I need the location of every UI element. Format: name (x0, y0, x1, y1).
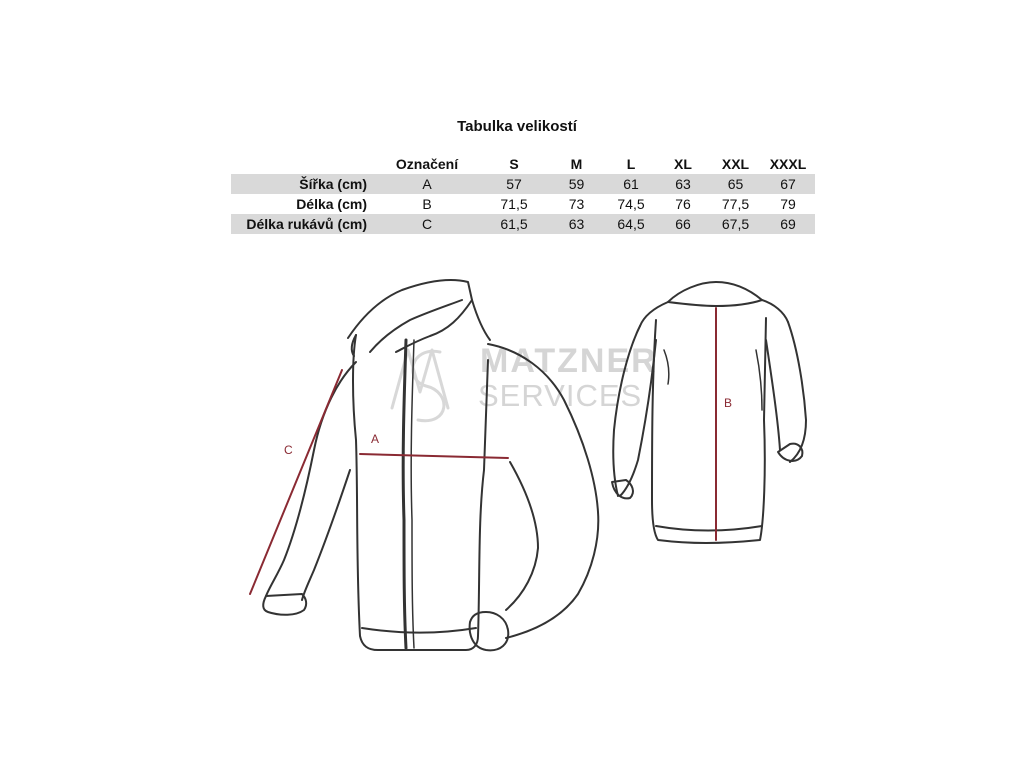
measure-label-c: C (284, 443, 293, 457)
table-cell: 74,5 (617, 196, 645, 212)
header-size-s: S (509, 156, 519, 172)
table-cell: 64,5 (606, 214, 656, 234)
table-cell: 61,5 (481, 214, 547, 234)
row-label: Šířka (cm) (231, 174, 373, 194)
table-cell: 76 (675, 196, 691, 212)
watermark-line1: MATZNER (480, 342, 658, 380)
table-cell: 79 (780, 196, 796, 212)
table-cell: 69 (761, 214, 815, 234)
jacket-back-drawing (612, 282, 806, 543)
table-cell: 66 (656, 214, 710, 234)
table-cell: 71,5 (500, 196, 528, 212)
measure-line-c (250, 370, 342, 594)
table-cell: 59 (547, 174, 606, 194)
header-size-xl: XL (674, 156, 692, 172)
table-cell: 77,5 (721, 196, 750, 212)
header-size-m: M (570, 156, 583, 172)
header-size-l: L (626, 156, 636, 172)
table-cell: 63 (656, 174, 710, 194)
measure-label-b: B (724, 396, 733, 410)
table-title: Tabulka velikostí (457, 118, 577, 135)
table-cell: 63 (547, 214, 606, 234)
row-label: Délka (cm) (296, 196, 367, 212)
header-size-xxxl: XXXL (769, 156, 807, 172)
watermark-logo (392, 350, 448, 421)
header-size-xxl: XXL (721, 156, 750, 172)
measure-label-a: A (371, 432, 380, 446)
table-cell: 57 (481, 174, 547, 194)
table-cell: 67,5 (710, 214, 761, 234)
table-cell: 65 (710, 174, 761, 194)
row-code: B (422, 196, 432, 212)
row-code: A (373, 174, 481, 194)
row-label: Délka rukávů (cm) (231, 214, 373, 234)
row-code: C (373, 214, 481, 234)
jacket-front-drawing (263, 280, 598, 650)
measure-line-a (360, 454, 508, 458)
table-cell: 61 (606, 174, 656, 194)
table-cell: 73 (568, 196, 585, 212)
table-cell: 67 (761, 174, 815, 194)
watermark-line2: SERVICES (478, 378, 643, 413)
header-oznaceni: Označení (395, 156, 459, 172)
